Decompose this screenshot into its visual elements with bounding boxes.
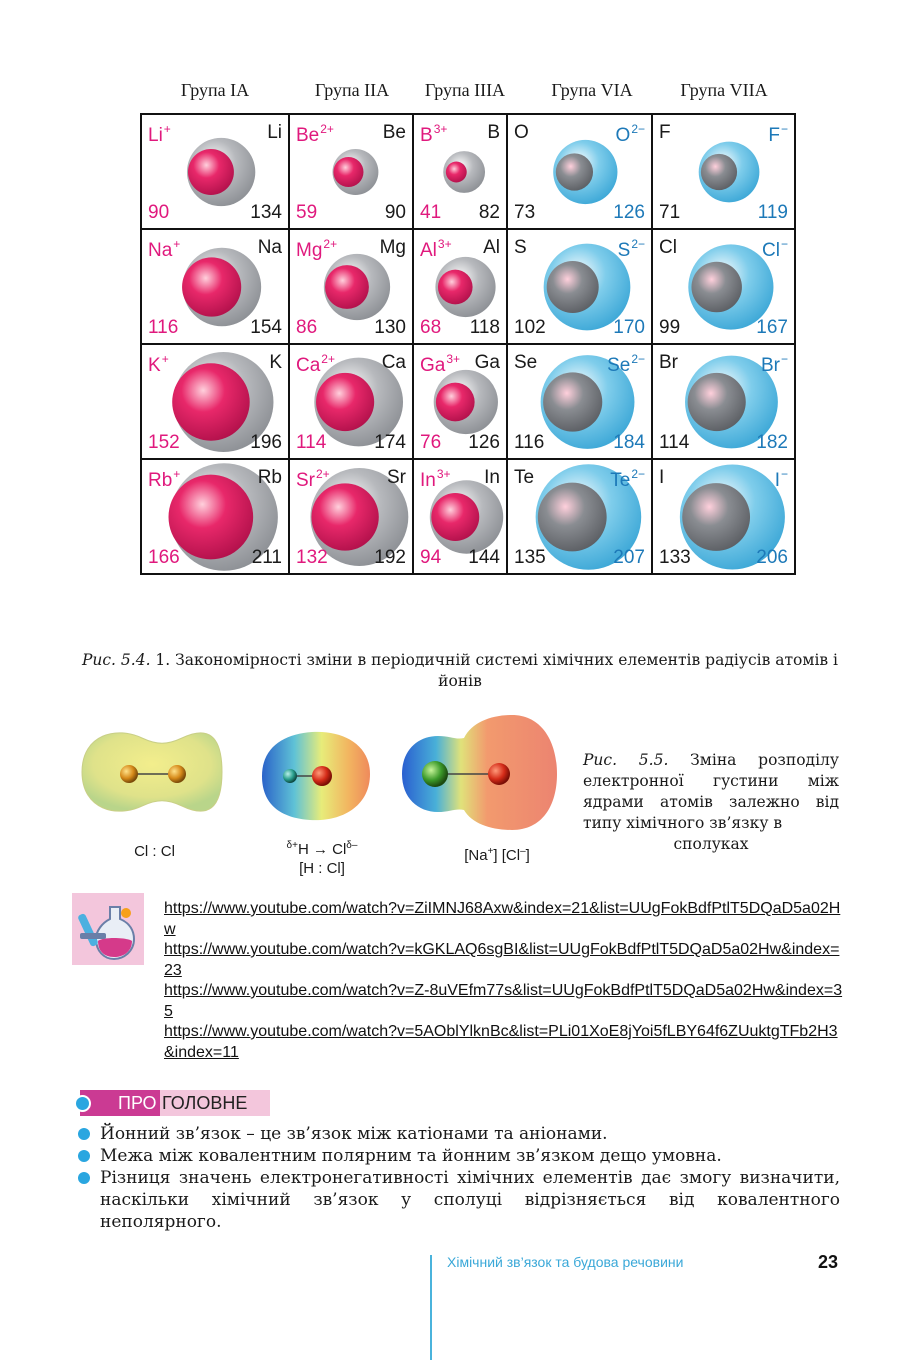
- atom-radius: 73: [514, 202, 536, 223]
- figure-label: Рис. 5.5.: [583, 751, 669, 769]
- element-cell: [507, 114, 652, 229]
- atom-symbol: Be: [382, 122, 406, 143]
- ion-symbol: $S^{2-}$: [617, 237, 645, 261]
- video-link[interactable]: https://www.youtube.com/watch?v=ZiIMNJ68Axw&index=21&list=UUgFokBdfPtlT5DQaD5a02Hw: [164, 900, 841, 938]
- ion-symbol: $Mg^{2+}$: [296, 237, 338, 261]
- element-cell: [507, 229, 652, 344]
- atom-radius: 118: [469, 317, 500, 338]
- ion-radius: 167: [756, 317, 788, 338]
- ion-radius: 152: [148, 432, 180, 453]
- ion-symbol: $B^{3+}$: [420, 122, 448, 146]
- atom-symbol: S: [514, 237, 527, 258]
- atom-radius: 130: [374, 317, 406, 338]
- atom-radius: 133: [659, 547, 691, 568]
- atom-symbol: In: [484, 467, 500, 488]
- ion-radius: 119: [757, 202, 788, 223]
- atom-radius: 102: [514, 317, 546, 338]
- atom-symbol: B: [487, 122, 500, 143]
- atom-symbol: Mg: [379, 237, 406, 258]
- atom-symbol: Li: [267, 122, 282, 143]
- radius-table: [140, 113, 796, 575]
- element-cell: [652, 229, 795, 344]
- group-header: Група VIA: [551, 80, 633, 100]
- ion-radius: 184: [613, 432, 645, 453]
- ion-radius: 166: [148, 547, 180, 568]
- ion-radius: 207: [613, 547, 645, 568]
- atom-symbol: Ga: [474, 352, 500, 373]
- atom-radius: 134: [250, 202, 282, 223]
- footer-divider: [430, 1255, 432, 1360]
- element-cell: [141, 114, 289, 229]
- ion-radius: 76: [420, 432, 442, 453]
- ion-radius: 41: [420, 202, 442, 223]
- atom-symbol: Cl: [659, 237, 677, 258]
- element-cell: [289, 229, 413, 344]
- table-row: [141, 114, 795, 229]
- figure-text-end: сполуках: [673, 835, 749, 853]
- atom-radius: 154: [250, 317, 282, 338]
- ion-radius: 59: [296, 202, 318, 223]
- ion-symbol: $In^{3+}$: [420, 467, 451, 491]
- element-cell: [141, 229, 289, 344]
- figure-label: Рис. 5.4.: [81, 651, 151, 669]
- molecule-label-cl2: Cl : Cl: [134, 843, 175, 860]
- electron-density-illustration: [72, 712, 572, 837]
- summary-item: Межа між ковалентним полярним та йонним зв’язком дещо умовна.: [78, 1145, 840, 1167]
- atom-symbol: Br: [659, 352, 678, 373]
- ion-symbol: $Al^{3+}$: [420, 237, 452, 261]
- element-cell: [413, 344, 507, 459]
- ion-symbol: Cl−: [762, 237, 788, 261]
- ion-symbol: $Ca^{2+}$: [296, 352, 335, 376]
- atom-radius: 192: [374, 547, 406, 568]
- summary-banner: [74, 1090, 270, 1116]
- atom-symbol: Na: [257, 237, 282, 258]
- atom-radius: 114: [659, 432, 690, 453]
- atom-symbol: Rb: [257, 467, 282, 488]
- ion-radius: 68: [420, 317, 442, 338]
- element-cell: [507, 459, 652, 574]
- atom-symbol: K: [269, 352, 282, 373]
- ion-radius: 126: [613, 202, 645, 223]
- group-header: Група VIIA: [680, 80, 768, 100]
- banner-rest: ГОЛОВНЕ: [160, 1090, 270, 1116]
- atom-radius: 90: [384, 202, 406, 223]
- ion-radius: 182: [756, 432, 788, 453]
- ion-symbol: $Sr^{2+}$: [296, 467, 330, 491]
- molecule-label-nacl: [Na+] [Cl–]: [464, 846, 530, 864]
- table-row: [141, 344, 795, 459]
- ion-radius: 114: [296, 432, 327, 453]
- summary-item: Різниця значень електронегативності хімічних елементів дає змогу визначити, наскільки хімічний зв’язок у сполуці відрізняється від ковалентного неполярного.: [78, 1167, 840, 1233]
- element-cell: [652, 459, 795, 574]
- page-number: 23: [818, 1252, 839, 1272]
- element-cell: [413, 459, 507, 574]
- ion-symbol: F−: [768, 122, 788, 146]
- ion-symbol: Rb+: [148, 467, 181, 491]
- atom-radius: 99: [659, 317, 681, 338]
- ion-radius: 132: [296, 547, 328, 568]
- element-cell: [289, 114, 413, 229]
- element-cell: [652, 344, 795, 459]
- figure-5-4-caption: [60, 650, 860, 692]
- molecule-label-hcl: $^{\delta+}H \to Cl^{\delta-}$ [H : Cl]: [286, 840, 358, 877]
- figure-text: 1. Закономірності зміни в періодичній системі хімічних елементів радіусів атомів і йонів: [150, 651, 839, 690]
- ion-symbol: Br−: [760, 352, 788, 376]
- video-link[interactable]: https://www.youtube.com/watch?v=5AOblYlknBc&list=PLi01XoE8jYoi5fLBY64f6ZUuktgTFb2H3&index=11: [164, 1023, 838, 1061]
- atom-radius: 211: [251, 547, 282, 568]
- ion-radius: 170: [613, 317, 645, 338]
- atom-symbol: Sr: [387, 467, 406, 488]
- ion-symbol: Li+: [148, 122, 171, 146]
- group-header: Група IA: [180, 80, 250, 100]
- bullet-dot-icon: [74, 1095, 91, 1112]
- element-cell: [141, 344, 289, 459]
- ion-symbol: $O^{2-}$: [615, 122, 645, 146]
- group-header: Група IIA: [314, 80, 390, 100]
- ion-symbol: I−: [774, 467, 788, 491]
- ion-symbol: Na+: [148, 237, 181, 261]
- summary-item: Йонний зв’язок – це зв’язок між катіонами та аніонами.: [78, 1123, 840, 1145]
- element-cell: [413, 229, 507, 344]
- ion-radius: 116: [148, 317, 179, 338]
- atom-symbol: F: [659, 122, 671, 143]
- atom-symbol: Al: [483, 237, 500, 258]
- atom-radius: 126: [468, 432, 500, 453]
- ion-radius: 206: [756, 547, 788, 568]
- ion-symbol: $Be^{2+}$: [296, 122, 334, 146]
- element-cell: [289, 344, 413, 459]
- video-link[interactable]: https://www.youtube.com/watch?v=Z-8uVEfm77s&list=UUgFokBdfPtlT5DQaD5a02Hw&index=35: [164, 982, 843, 1020]
- element-cell: [413, 114, 507, 229]
- ion-radius: 94: [420, 547, 442, 568]
- group-headers: [140, 80, 796, 106]
- figure-5-5-caption: [583, 750, 839, 855]
- table-row: [141, 459, 795, 574]
- video-links: [164, 899, 844, 1063]
- lab-flask-icon: [72, 893, 144, 965]
- table-row: [141, 229, 795, 344]
- element-cell: [289, 459, 413, 574]
- atom-radius: 82: [478, 202, 500, 223]
- atom-radius: 144: [468, 547, 500, 568]
- ion-symbol: $Te^{2-}$: [610, 467, 645, 491]
- banner-pro: ПРО: [80, 1090, 166, 1116]
- atom-radius: 71: [659, 202, 681, 223]
- ion-symbol: $Se^{2-}$: [607, 352, 645, 376]
- atom-symbol: O: [514, 122, 529, 143]
- ion-radius: 86: [296, 317, 318, 338]
- figure-text: Зміна розподілу електронної густини між ядрами атомів залежно від типу хімічного зв’язку в: [583, 751, 839, 832]
- atom-symbol: Ca: [381, 352, 406, 373]
- element-cell: [507, 344, 652, 459]
- summary-list: [78, 1123, 840, 1233]
- atom-symbol: Se: [514, 352, 538, 373]
- element-cell: [141, 459, 289, 574]
- atom-symbol: I: [659, 467, 665, 488]
- atom-radius: 135: [514, 547, 546, 568]
- video-link[interactable]: https://www.youtube.com/watch?v=kGKLAQ6sgBI&list=UUgFokBdfPtlT5DQaD5a02Hw&index=23: [164, 941, 840, 979]
- atom-radius: 174: [374, 432, 406, 453]
- molecule-figure: [72, 712, 572, 882]
- atom-symbol: Te: [514, 467, 535, 488]
- atom-radius: 116: [514, 432, 545, 453]
- element-cell: [652, 114, 795, 229]
- ion-radius: 90: [148, 202, 170, 223]
- atom-radius: 196: [250, 432, 282, 453]
- ion-symbol: K+: [148, 352, 169, 376]
- footer-section-title: Хімічний зв’язок та будова речовини: [447, 1254, 684, 1270]
- group-header: Група IIIA: [424, 80, 506, 100]
- ion-symbol: $Ga^{3+}$: [420, 352, 461, 376]
